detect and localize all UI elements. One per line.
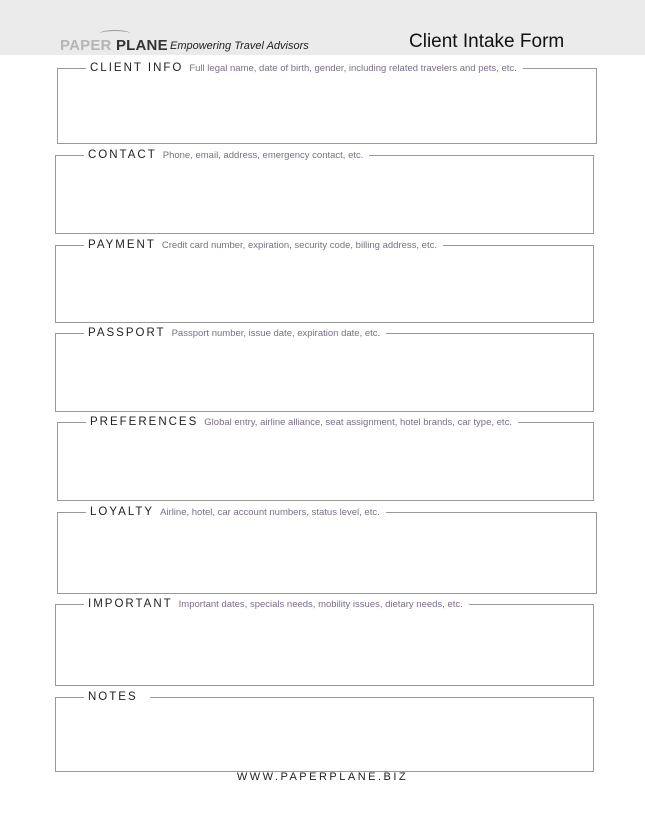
section-label: LOYALTY — [90, 506, 155, 518]
page-title: Client Intake Form — [409, 31, 565, 52]
section-label: PAYMENT — [88, 239, 156, 251]
section-hint: Airline, hotel, car account numbers, status level, etc. — [160, 507, 380, 518]
section-hint: Credit card number, expiration, security code, billing address, etc. — [161, 240, 437, 251]
section-hint: Phone, email, address, emergency contact, etc. — [162, 150, 364, 161]
section-label: PREFERENCES — [90, 416, 199, 428]
section-hint: Full legal name, date of birth, gender, including related travelers and pets, etc. — [189, 63, 517, 74]
section-notes[interactable] — [55, 691, 594, 772]
section-payment[interactable] — [55, 239, 594, 323]
section-contact[interactable] — [55, 149, 594, 234]
section-loyalty[interactable] — [57, 506, 597, 594]
footer-url: WWW.PAPERPLANE.BIZ — [236, 771, 409, 783]
section-label: NOTES — [88, 691, 138, 703]
section-hint: Important dates, specials needs, mobility issues, dietary needs, etc. — [178, 599, 463, 610]
section-label: IMPORTANT — [88, 598, 173, 610]
section-label: PASSPORT — [88, 327, 166, 339]
section-preferences[interactable] — [57, 416, 594, 501]
section-important[interactable] — [55, 598, 594, 686]
section-client-info[interactable] — [57, 62, 597, 144]
tagline: Empowering Travel Advisors — [170, 40, 309, 52]
section-hint: Passport number, issue date, expiration date, etc. — [171, 328, 381, 339]
section-passport[interactable] — [55, 327, 594, 412]
section-label: CONTACT — [88, 149, 157, 161]
plane-icon — [100, 30, 130, 37]
logo: PAPER PLANE — [60, 37, 168, 54]
section-label: CLIENT INFO — [90, 62, 184, 74]
section-hint: Global entry, airline alliance, seat assignment, hotel brands, car type, etc. — [204, 417, 512, 428]
